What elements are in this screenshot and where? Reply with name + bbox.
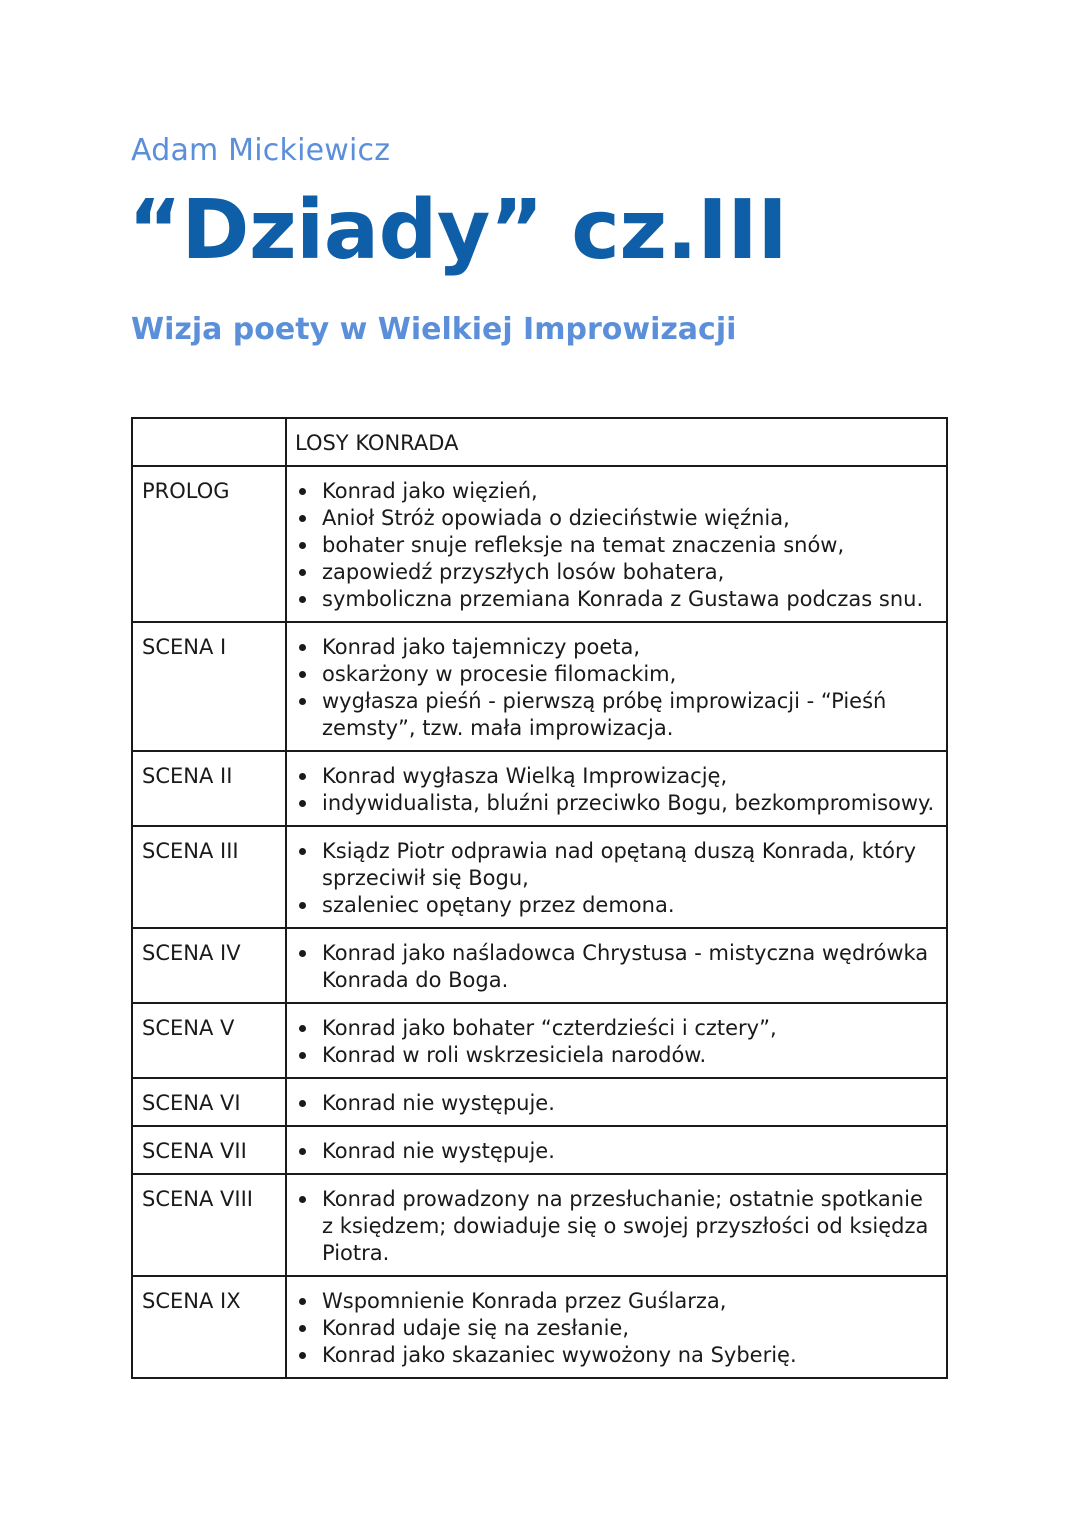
scene-name-cell: SCENA VII xyxy=(132,1126,286,1174)
list-item: Konrad udaje się na zesłanie, xyxy=(295,1315,936,1342)
list-item: Konrad wygłasza Wielką Improwizację, xyxy=(295,763,936,790)
table-row xyxy=(132,826,947,928)
list-item: Anioł Stróż opowiada o dzieciństwie więźnia, xyxy=(295,505,936,532)
losy-konrada-table xyxy=(131,417,948,1379)
bullet-list xyxy=(295,478,936,613)
list-item: symboliczna przemiana Konrada z Gustawa podczas snu. xyxy=(295,586,936,613)
list-item: wygłasza pieśń - pierwszą próbę improwizacji - “Pieśń zemsty”, tzw. mała improwizacja. xyxy=(295,688,936,742)
table-row xyxy=(132,1276,947,1378)
bullet-list xyxy=(295,1090,936,1117)
table-row xyxy=(132,751,947,826)
list-item: Konrad prowadzony na przesłuchanie; ostatnie spotkanie z księdzem; dowiaduje się o swojej przyszłości od księdza Piotra. xyxy=(295,1186,936,1267)
scene-content-cell xyxy=(286,1174,947,1276)
table-header-cell: LOSY KONRADA xyxy=(286,418,947,466)
author-name: Adam Mickiewicz xyxy=(131,133,391,168)
scene-name-cell: PROLOG xyxy=(132,466,286,622)
scene-content-cell xyxy=(286,466,947,622)
list-item: Konrad nie występuje. xyxy=(295,1090,936,1117)
scene-name-cell: SCENA IV xyxy=(132,928,286,1003)
list-item: bohater snuje refleksje na temat znaczenia snów, xyxy=(295,532,936,559)
list-item: zapowiedź przyszłych losów bohatera, xyxy=(295,559,936,586)
scene-content-cell xyxy=(286,1003,947,1078)
list-item: Konrad jako tajemniczy poeta, xyxy=(295,634,936,661)
bullet-list xyxy=(295,1186,936,1267)
table-row xyxy=(132,1126,947,1174)
scene-name-cell: SCENA II xyxy=(132,751,286,826)
scene-name-cell: SCENA VIII xyxy=(132,1174,286,1276)
table-row xyxy=(132,928,947,1003)
scene-content-cell xyxy=(286,826,947,928)
scene-name-cell: SCENA III xyxy=(132,826,286,928)
bullet-list xyxy=(295,763,936,817)
list-item: oskarżony w procesie filomackim, xyxy=(295,661,936,688)
scene-content-cell xyxy=(286,1078,947,1126)
list-item: Konrad jako skazaniec wywożony na Syberię. xyxy=(295,1342,936,1369)
list-item: Konrad jako naśladowca Chrystusa - mistyczna wędrówka Konrada do Boga. xyxy=(295,940,936,994)
scene-content-cell xyxy=(286,622,947,751)
table-row xyxy=(132,466,947,622)
bullet-list xyxy=(295,1288,936,1369)
scene-name-cell: SCENA I xyxy=(132,622,286,751)
bullet-list xyxy=(295,940,936,994)
table-header-row xyxy=(132,418,947,466)
bullet-list xyxy=(295,634,936,742)
scene-name-cell: SCENA V xyxy=(132,1003,286,1078)
list-item: indywidualista, bluźni przeciwko Bogu, bezkompromisowy. xyxy=(295,790,936,817)
table-row xyxy=(132,622,947,751)
list-item: Wspomnienie Konrada przez Guślarza, xyxy=(295,1288,936,1315)
bullet-list xyxy=(295,1138,936,1165)
scene-name-cell: SCENA IX xyxy=(132,1276,286,1378)
bullet-list xyxy=(295,1015,936,1069)
scene-name-cell: SCENA VI xyxy=(132,1078,286,1126)
page-title: “Dziady” cz.III xyxy=(128,183,788,278)
table-row xyxy=(132,1003,947,1078)
list-item: Konrad w roli wskrzesiciela narodów. xyxy=(295,1042,936,1069)
list-item: Ksiądz Piotr odprawia nad opętaną duszą Konrada, który sprzeciwił się Bogu, xyxy=(295,838,936,892)
table-row xyxy=(132,1078,947,1126)
scene-content-cell xyxy=(286,928,947,1003)
bullet-list xyxy=(295,838,936,919)
scene-content-cell xyxy=(286,1276,947,1378)
list-item: Konrad jako więzień, xyxy=(295,478,936,505)
list-item: szaleniec opętany przez demona. xyxy=(295,892,936,919)
table-row xyxy=(132,1174,947,1276)
scene-content-cell xyxy=(286,751,947,826)
scene-content-cell xyxy=(286,1126,947,1174)
table-corner-cell xyxy=(132,418,286,466)
list-item: Konrad nie występuje. xyxy=(295,1138,936,1165)
page-subtitle: Wizja poety w Wielkiej Improwizacji xyxy=(131,312,737,347)
list-item: Konrad jako bohater “czterdzieści i cztery”, xyxy=(295,1015,936,1042)
